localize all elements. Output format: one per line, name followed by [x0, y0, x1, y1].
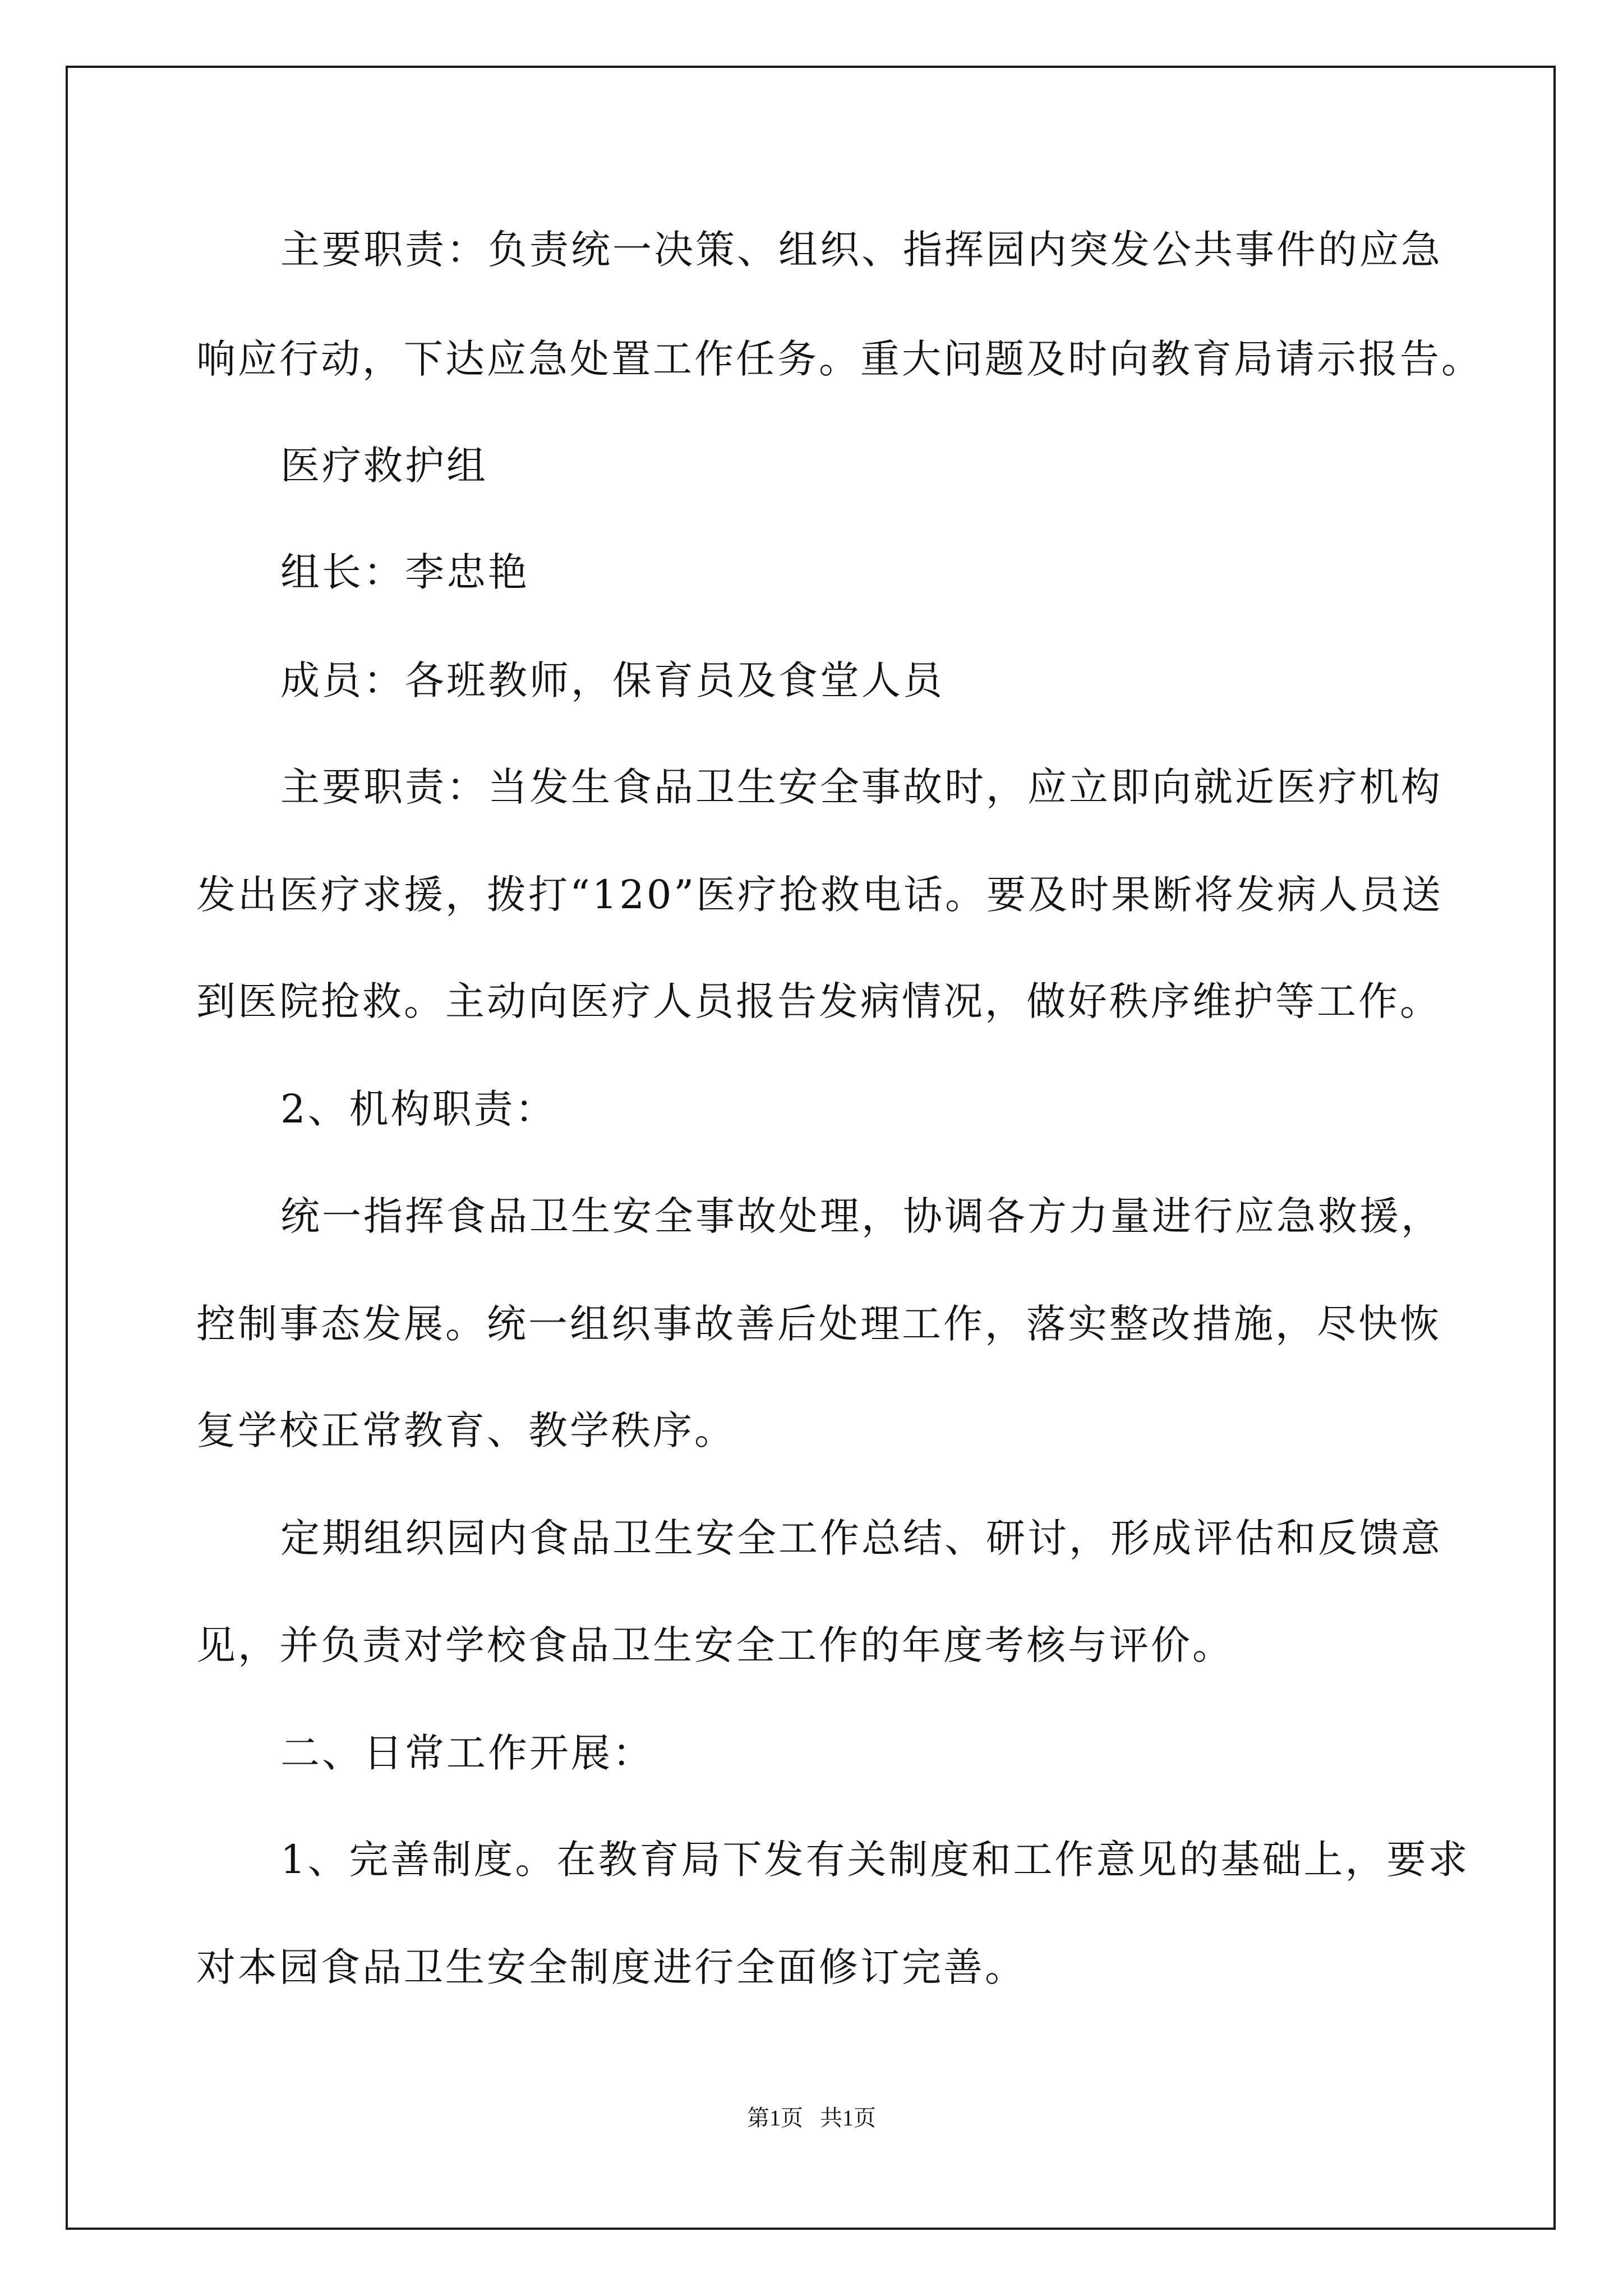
paragraph-line: 统一指挥食品卫生安全事故处理，协调各方力量进行应急救援， [280, 1193, 1442, 1239]
page-footer: 第1页 共1页 [747, 2105, 876, 2131]
paragraph-line: 定期组织园内食品卫生安全工作总结、研讨，形成评估和反馈意 [280, 1515, 1442, 1561]
paragraph-line: 发出医疗求援，拨打“120”医疗抢救电话。要及时果断将发病人员送 [196, 872, 1444, 918]
section-heading: 医疗救护组 [280, 443, 488, 489]
paragraph-line: 控制事态发展。统一组织事故善后处理工作，落实整改措施，尽快恢 [196, 1301, 1441, 1347]
paragraph-line: 对本园食品卫生安全制度进行全面修订完善。 [196, 1944, 1026, 1990]
paragraph-line: 复学校正常教育、教学秩序。 [196, 1407, 736, 1453]
paragraph-line: 主要职责：负责统一决策、组织、指挥园内突发公共事件的应急 [280, 227, 1442, 273]
paragraph-line: 见，并负责对学校食品卫生安全工作的年度考核与评价。 [196, 1622, 1234, 1668]
paragraph-line: 组长：李忠艳 [280, 549, 529, 595]
paragraph-line: 到医院抢救。主动向医疗人员报告发病情况，做好秩序维护等工作。 [196, 978, 1441, 1024]
section-heading: 二、日常工作开展： [280, 1730, 654, 1776]
paragraph-line: 1、完善制度。在教育局下发有关制度和工作意见的基础上，要求 [280, 1837, 1470, 1883]
page-border [66, 66, 1556, 2230]
paragraph-line: 响应行动，下达应急处置工作任务。重大问题及时向教育局请示报告。 [196, 336, 1483, 382]
paragraph-line: 主要职责：当发生食品卫生安全事故时，应立即向就近医疗机构 [280, 764, 1442, 810]
section-heading: 2、机构职责： [280, 1086, 557, 1132]
paragraph-line: 成员：各班教师，保育员及食堂人员 [280, 657, 944, 703]
